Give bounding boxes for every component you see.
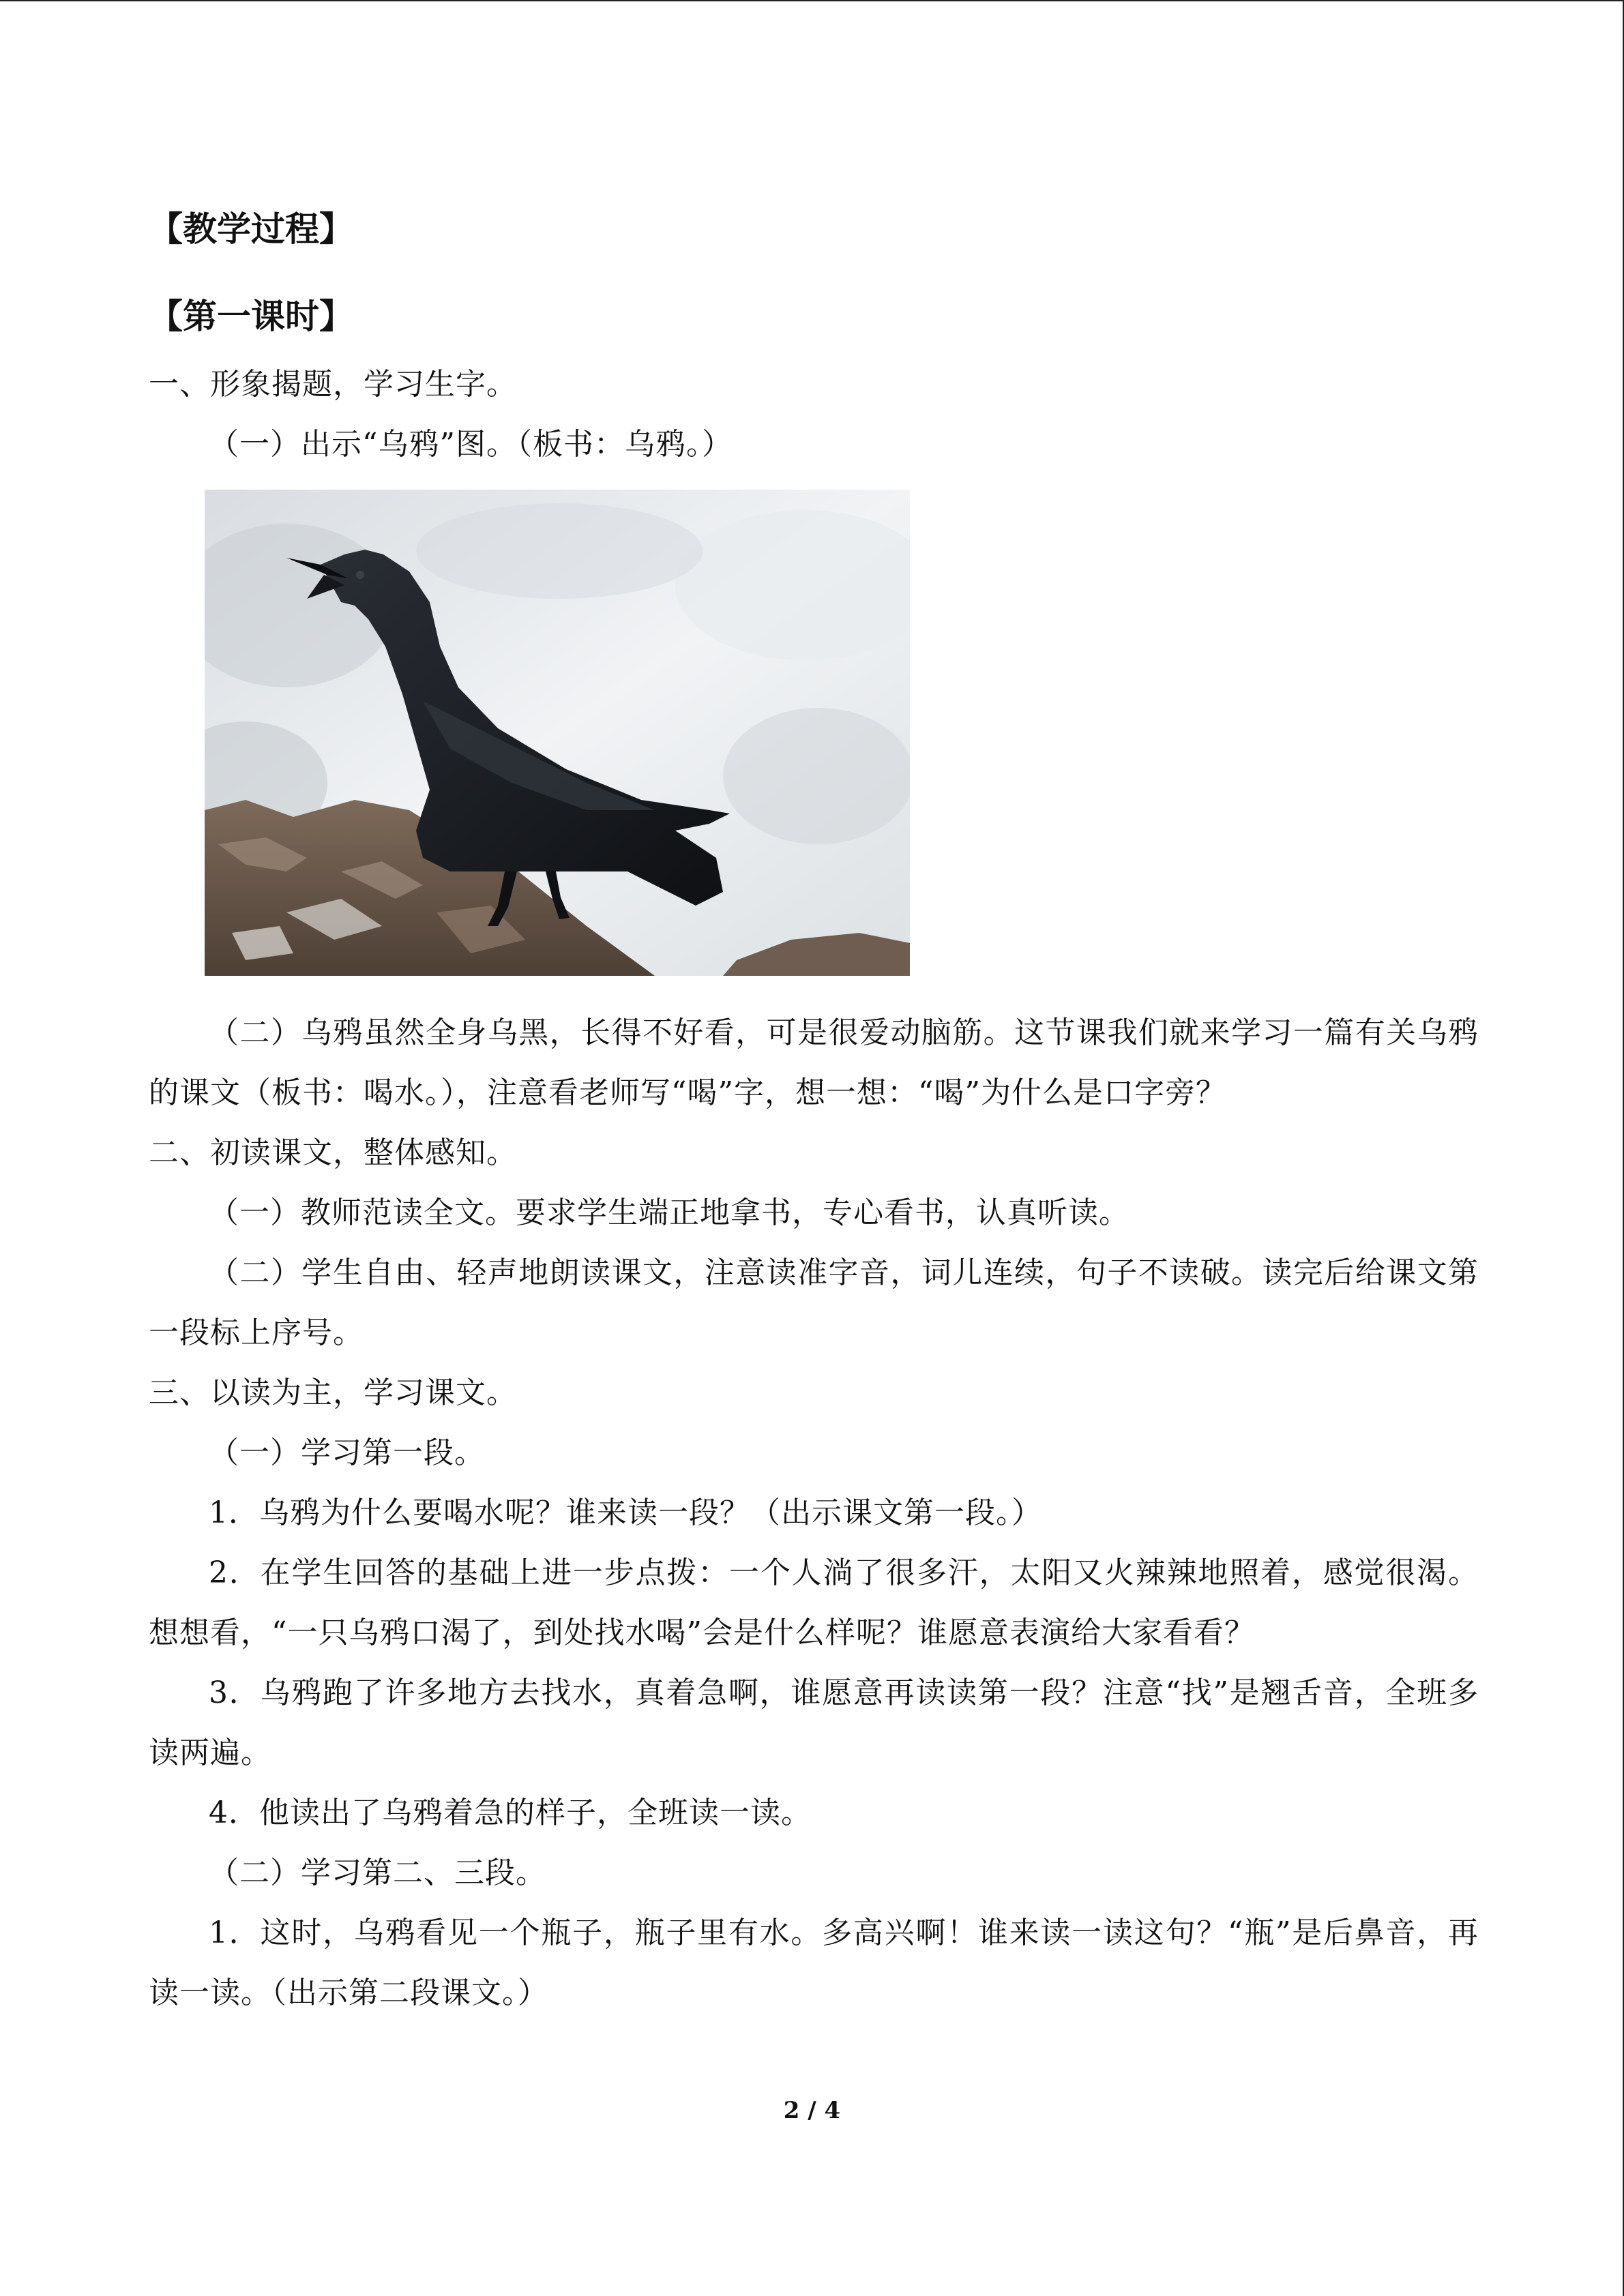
section-3-subsection-1: （一）学习第一段。 (209, 1435, 485, 1470)
heading-teaching-process: 【教学过程】 (149, 209, 353, 249)
section-3-item-3: 3．乌鸦跑了许多地方去找水，真着急啊，谁愿意再读读第一段？注意“找”是翘舌音，全班多读两遍。 (149, 1675, 1479, 1770)
section-2-paragraph-2: （二）学生自由、轻声地朗读课文，注意读准字音，词儿连续，句子不读破。读完后给课文第一段标上序号。 (149, 1255, 1479, 1350)
crow-eye (356, 571, 364, 579)
section-3-subsection-2-item-1: 1．这时，乌鸦看见一个瓶子，瓶子里有水。多高兴啊！谁来读一读这句？“瓶”是后鼻音，再读一读。（出示第二段课文。） (149, 1915, 1479, 2010)
page-number: 2 / 4 (783, 2097, 841, 2124)
section-1-paragraph-1: （一）出示“乌鸦”图。（板书：乌鸦。） (209, 427, 733, 462)
section-3-item-4: 4．他读出了乌鸦着急的样子，全班读一读。 (209, 1795, 812, 1830)
crow-photo (205, 490, 910, 976)
section-1-title: 一、形象揭题，学习生字。 (149, 367, 517, 402)
section-1-paragraph-2: （二）乌鸦虽然全身乌黑，长得不好看，可是很爱动脑筋。这节课我们就来学习一篇有关乌鸦的课文（板书：喝水。），注意看老师写“喝”字，想一想：“喝”为什么是口字旁？ (149, 1015, 1479, 1110)
section-2-title: 二、初读课文，整体感知。 (149, 1135, 517, 1170)
heading-first-lesson: 【第一课时】 (149, 297, 353, 336)
section-3-subsection-2: （二）学习第二、三段。 (209, 1855, 546, 1890)
section-3-item-2: 2．在学生回答的基础上进一步点拨：一个人淌了很多汗，太阳又火辣辣地照着，感觉很渴。想想看，“一只乌鸦口渴了，到处找水喝”会是什么样呢？谁愿意表演给大家看看？ (149, 1555, 1479, 1650)
document-body (149, 205, 1479, 2023)
section-3-title: 三、以读为主，学习课文。 (149, 1375, 517, 1410)
section-3-item-1: 1．乌鸦为什么要喝水呢？谁来读一段？（出示课文第一段。） (209, 1495, 1042, 1530)
section-2-paragraph-1: （一）教师范读全文。要求学生端正地拿书，专心看书，认真听读。 (209, 1195, 1130, 1230)
